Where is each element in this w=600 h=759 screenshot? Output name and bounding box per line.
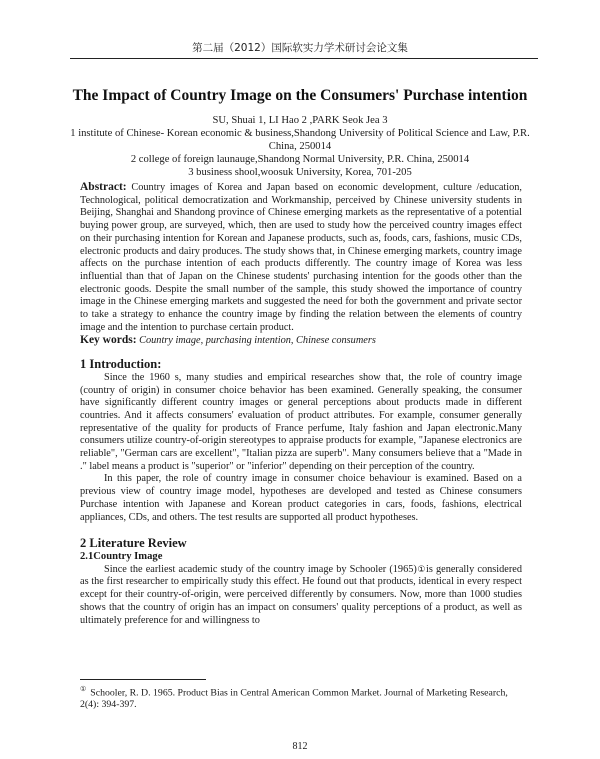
keywords-text: Country image, purchasing intention, Chinese consumers <box>139 335 376 347</box>
footnote-ref: ① <box>416 564 426 575</box>
footnote-rule <box>80 679 206 680</box>
author-block <box>70 114 530 179</box>
affiliation-2: 2 college of foreign launauge,Shandong Normal University, P.R. China, 250014 <box>130 154 470 165</box>
abstract-heading: Abstract: <box>80 181 127 193</box>
footnote-text: Schooler, R. D. 1965. Product Bias in Central American Common Market. Journal of Marketing Research, 2(4): 394-397. <box>80 687 508 711</box>
literature-text-end: is generally considered as the first researcher to empirically study this effect. He found out that products, identical in every respect except for their country-of-origin, were perceived differently by consumers. Now, more than 1000 studies shows that the country of origin has an impact on consumers' quality perceptions of a product, as well as ultimately preference for and willingness to <box>80 563 522 626</box>
footnote <box>80 683 522 711</box>
keywords <box>80 334 522 348</box>
affiliation-3: 3 business shool,woosuk University, Korea, 701-205 <box>188 167 412 178</box>
literature-text-start: Since the earliest academic study of the country image by Schooler (1965) <box>104 563 417 575</box>
introduction-heading: 1 Introduction: <box>80 357 162 372</box>
keywords-heading: Key words: <box>80 334 137 347</box>
abstract-text: Country images of Korea and Japan based on economic development, culture /education, Technological, political democratization and Workmanship, perceived by Chinese university students in Beijing, Shanghai and Shandong province of Chinese emerging markets as the representative of a potential buying power group, are surveyed, which, then are used to study how the perceived country images effect on their purchasing intention for Korean and Japanese products, such as, foods, cars, fashions, music CDs, electronic products and dairy produces. The study shows that, in Chinese emerging markets, country image affects on the purchase intention of each products differently. The country image of Korea was less influential than that of Japan on the Chinese students' purchasing intention for the goods other than the electronic goods. Despite the small number of the sample, this study showed the importance of country image in the Chinese emerging markets and suggested the need for both the government and private sector to take a strategy to enhance the country image by finding the relation between the elements of country image and the intention to purchase certain product. <box>80 182 523 333</box>
abstract <box>80 181 522 334</box>
footnote-marker: ① <box>80 685 87 693</box>
intro-paragraph-2: In this paper, the role of country image in consumer choice behaviour is examined. Based on a previous view of country image model, hypotheses are developed and tested as Chinese consumers Purchase intention with Japanese and Korean product categories in cars, foods, fashions, electrical appliances, CDs, and others. The test results are supported all product hypotheses. <box>80 473 522 523</box>
intro-paragraph-1: Since the 1960 s, many studies and empirical researches show that, the role of country image (country of origin) in consumer choice behavior has been examined. Generally speaking, the consumer have significantly different country images or general perceptions about products made in different countries. And it affects consumers' evaluation of product attributes. For example, consumer generally representative of the quality for products of France perfume, Italy fashion and Japan electronic.Many consumers utilize country-of-origin stereotypes to appraise products for example, "Japanese electronics are reliable", "German cars are excellent", "Italian pizza are superb". Many consumers believe that a "Made in ." label means a product is "superior" or "inferior" depending on their perception of the country. <box>80 371 522 472</box>
running-header: 第二届（2012）国际软实力学术研讨会论文集 <box>192 42 408 54</box>
affiliation-1: 1 institute of Chinese- Korean economic & business,Shandong University of Political Science and Law, P.R. China, 250014 <box>70 128 530 152</box>
literature-heading: 2 Literature Review <box>80 536 187 551</box>
literature-paragraph <box>80 564 522 628</box>
subsection-heading: 2.1Country Image <box>80 550 163 562</box>
body-content <box>80 181 522 627</box>
header-rule <box>70 58 538 59</box>
page-number: 812 <box>292 741 308 752</box>
paper-title: The Impact of Country Image on the Consumers' Purchase intention <box>72 87 528 104</box>
authors-line: SU, Shuai 1, LI Hao 2 ,PARK Seok Jea 3 <box>212 115 388 126</box>
